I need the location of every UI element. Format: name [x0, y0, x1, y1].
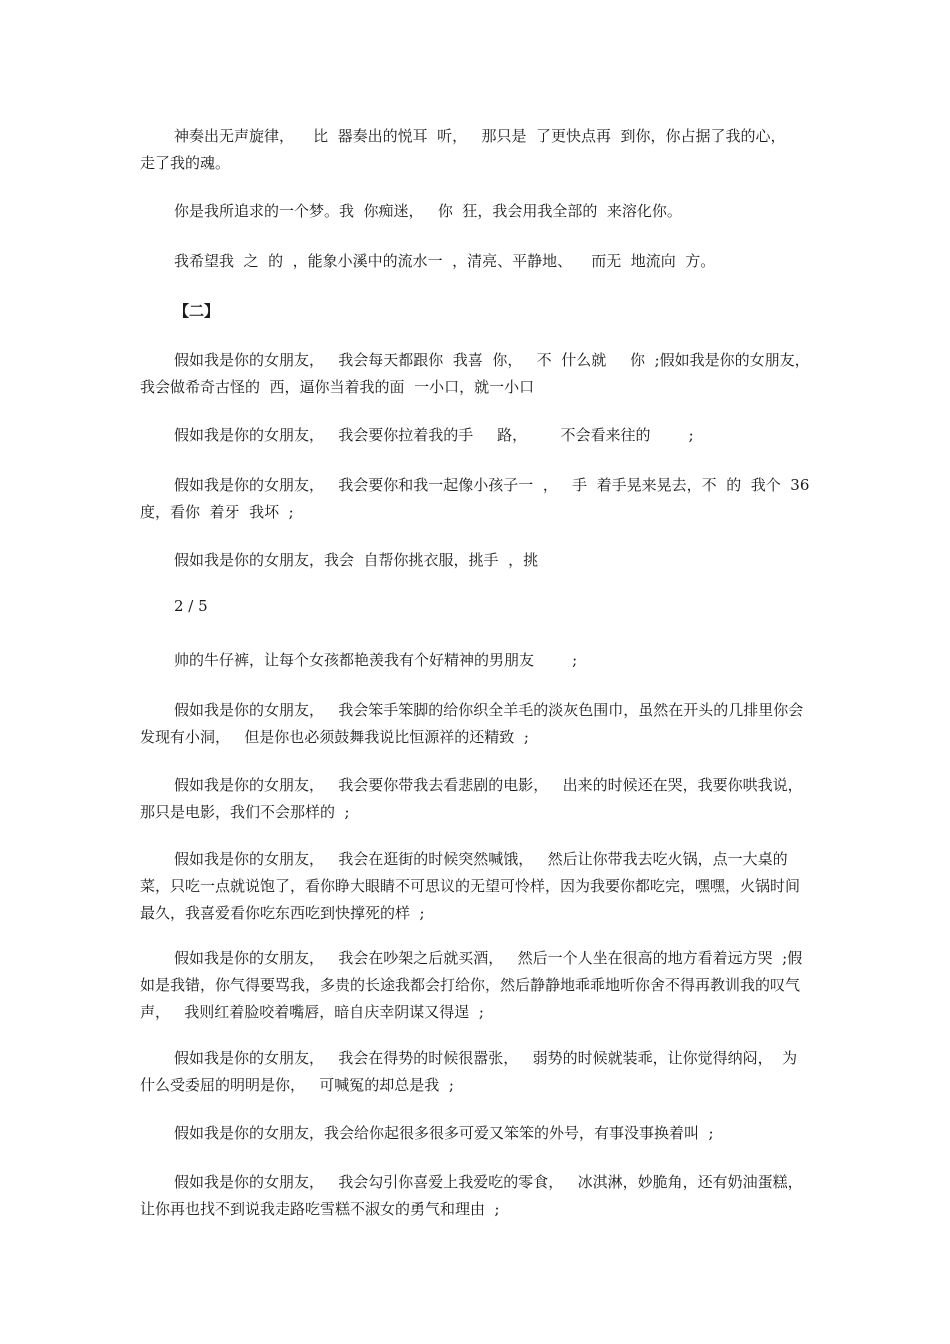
- paragraph: 帅的牛仔裤，让每个女孩都艳羡我有个好精神的男朋友 ;: [174, 651, 578, 669]
- paragraph: 神奏出无声旋律， 比 器奏出的悦耳 听， 那只是 了更快点再 到你，你占据了我的心， 走了我的魂。: [140, 127, 800, 172]
- paragraph: 你是我所追求的一个梦。我 你痴迷， 你 狂，我会用我全部的 来溶化你。: [174, 202, 682, 220]
- paragraph: 假如我是你的女朋友， 我会勾引你喜爱上我爱吃的零食， 冰淇淋，妙脆角，还有奶油蛋糕， 让你再也找不到说我走路吃雪糕不淑女的勇气和理由 ;: [140, 1173, 817, 1218]
- paragraph: 假如我是你的女朋友， 我会每天都跟你 我喜 你， 不 什么就 你 ;假如我是你的女朋友，我会做希奇古怪的 西，逼你当着我的面 一小口，就一小口: [140, 351, 810, 396]
- paragraph: 假如我是你的女朋友，我会给你起很多很多可爱又笨笨的外号，有事没事换着叫 ;: [174, 1124, 714, 1142]
- paragraph: 假如我是你的女朋友， 我会要你和我一起像小孩子一 ， 手 着手晃来晃去，不 的 我个 36 度，看你 着牙 我坏 ;: [140, 476, 819, 521]
- paragraph: 假如我是你的女朋友， 我会要你拉着我的手 路， 不会看来往的 ;: [174, 426, 694, 444]
- paragraph: 假如我是你的女朋友， 我会在逛街的时候突然喊饿， 然后让你带我去吃火锅，点一大桌的菜，只吃一点就说饱了，看你睁大眼睛不可思议的无望可怜样，因为我要你都吃完，嘿嘿，火锅时间最久，我喜爱看你吃东西吃到快撑死的样 ;: [140, 850, 801, 922]
- paragraph: 假如我是你的女朋友， 我会要你带我去看悲剧的电影， 出来的时候还在哭，我要你哄我说，那只是电影，我们不会那样的 ;: [140, 776, 803, 821]
- paragraph: 假如我是你的女朋友， 我会在吵架之后就买酒， 然后一个人坐在很高的地方看着远方哭 ;假如是我错，你气得要骂我，多贵的长途我都会打给你，然后静静地乖乖地听你舍不得再教训我的叹气声， 我则红着脸咬着嘴唇，暗自庆幸阴谋又得逞 ;: [140, 949, 803, 1021]
- paragraph: 假如我是你的女朋友， 我会笨手笨脚的给你织全羊毛的淡灰色围巾，虽然在开头的几排里你会发现有小洞， 但是你也必须鼓舞我说比恒源祥的还精致 ;: [140, 701, 804, 746]
- page-number: 2 / 5: [174, 597, 208, 615]
- paragraph: 假如我是你的女朋友，我会 自帮你挑衣服，挑手 ，挑: [174, 551, 539, 569]
- section-heading: 【二】: [174, 302, 220, 320]
- paragraph: 我希望我 之 的 ，能象小溪中的流水一 ，清亮、平静地、 而无 地流向 方。: [174, 252, 716, 270]
- paragraph: 假如我是你的女朋友， 我会在得势的时候很嚣张， 弱势的时候就装乖，让你觉得纳闷， 为什么受委屈的明明是你， 可喊冤的却总是我 ;: [140, 1049, 798, 1094]
